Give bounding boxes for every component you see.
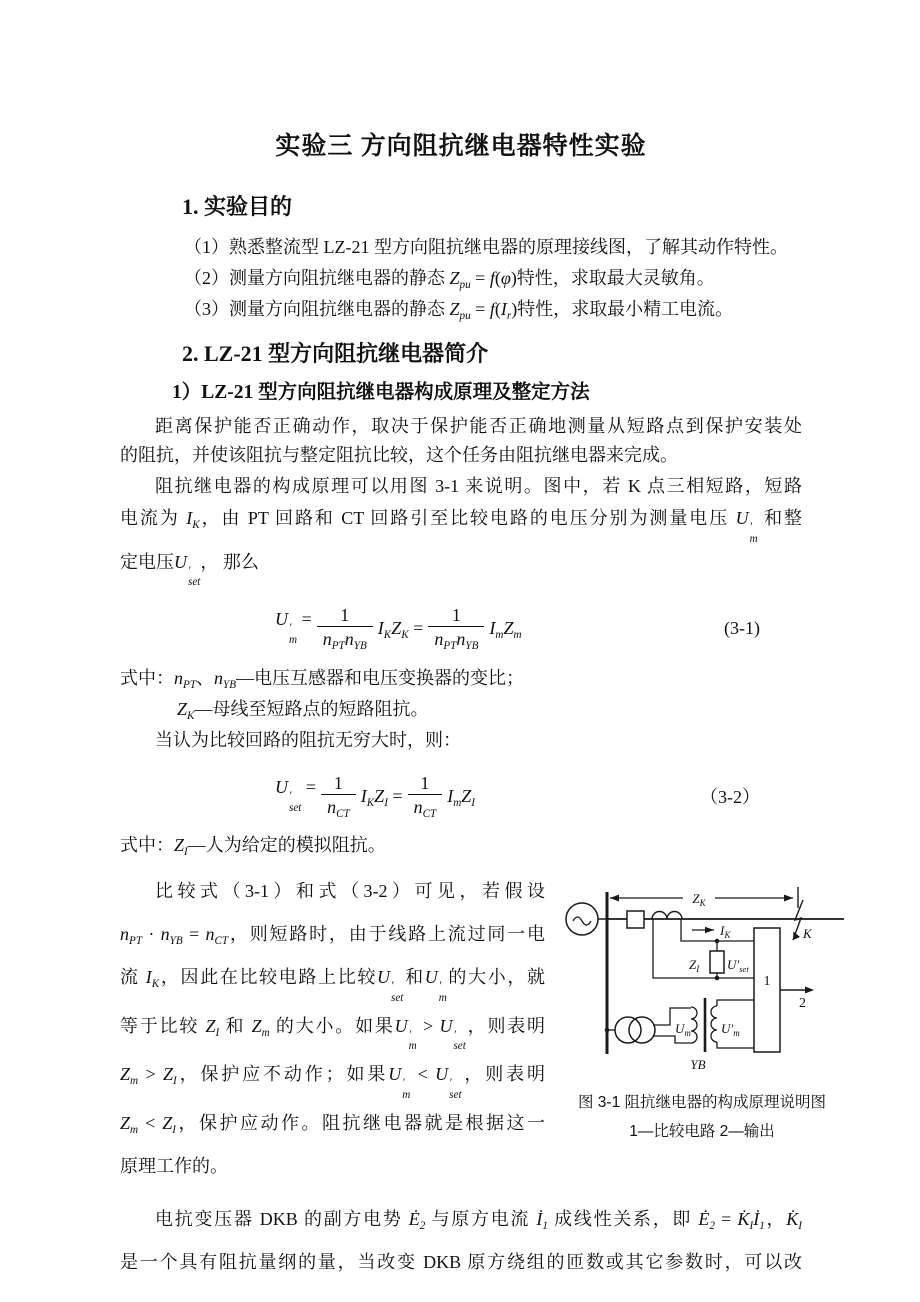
equation-mid: $I_KZ_I$ = bbox=[360, 785, 403, 809]
equation-mid: $I_KZ_K$ = bbox=[377, 617, 424, 641]
arrowhead-fault bbox=[793, 932, 800, 941]
paragraph-line: 是一个具有阻抗量纲的量，当改变 DKB 原方绕组的匝数或其它参数时，可以改 bbox=[120, 1251, 802, 1272]
label-box-1: 1 bbox=[763, 974, 771, 990]
impedance-relay-diagram bbox=[557, 876, 847, 1076]
breaker-icon bbox=[627, 911, 644, 928]
equation-number: （3-2） bbox=[700, 787, 760, 808]
paragraph-line: 的阻抗，并使该阻抗与整定阻抗比较，这个任务由阻抗继电器来完成。 bbox=[120, 445, 678, 465]
figure-caption bbox=[557, 1088, 847, 1146]
fraction-numerator: 1 bbox=[340, 605, 350, 626]
label-ik: $I_K$ bbox=[720, 923, 731, 941]
fraction-denominator: $n_{PT}n_{YB}$ bbox=[317, 626, 373, 651]
equation-number: (3-1) bbox=[724, 617, 760, 638]
paragraph-line: 流 $I_K$，因此在比较电路上比较U ′ set 和U ′ m 的大小，就 bbox=[120, 967, 546, 1004]
where-line: 当认为比较回路的阻抗无穷大时，则： bbox=[155, 730, 461, 751]
equation-tail: $I_mZ_m$ bbox=[489, 617, 522, 641]
junction-dot bbox=[715, 976, 720, 981]
fraction bbox=[321, 773, 356, 821]
paragraph-line: 比较式（3-1）和式（3-2）可见，若假设 bbox=[155, 881, 545, 902]
paragraph-3 bbox=[120, 1198, 802, 1284]
fraction-denominator: $n_{PT}n_{YB}$ bbox=[428, 626, 484, 651]
objective-item-1: （1）熟悉整流型 LZ-21 型方向阻抗继电器的原理接线图，了解其动作特性。 bbox=[184, 237, 788, 257]
paragraph-line: $n_{PT} \cdot n_{YB} = n_{CT}$，则短路时，由于线路上流过同一电 bbox=[120, 924, 545, 947]
paragraph-line: 电抗变压器 DKB 的副方电势 $Ė_2$ 与原方电流 $İ_1$ 成线性关系，即 $Ė_2$ = $K̇_Iİ_1$，$K̇_I$ bbox=[155, 1208, 803, 1232]
paragraph-line: 距离保护能否正确动作，取决于保护能否正确地测量从短路点到保护安装处 bbox=[155, 416, 802, 436]
paragraph-line: 电流为 $I_K$，由 PT 回路和 CT 回路引至比较电路的电压分别为测量电压 U ′ m 和整 bbox=[120, 508, 803, 545]
where-block-1 bbox=[120, 663, 802, 756]
label-output-2: 2 bbox=[799, 996, 806, 1012]
equation-tail: $I_mZ_I$ bbox=[447, 785, 476, 809]
equation-body bbox=[275, 773, 476, 821]
junction-dot bbox=[715, 939, 720, 944]
label-uset: $U'_{set}$ bbox=[727, 957, 749, 975]
paragraph-2 bbox=[120, 470, 802, 589]
subsection-heading: 1）LZ-21 型方向阻抗继电器构成原理及整定方法 bbox=[172, 382, 590, 403]
section-heading-1: 1. 实验目的 bbox=[182, 194, 293, 219]
label-k: K bbox=[803, 926, 812, 942]
fraction-denominator: $n_{CT}$ bbox=[321, 794, 356, 819]
where-block-2 bbox=[120, 830, 802, 860]
fraction-numerator: 1 bbox=[333, 773, 343, 794]
figure-3-1 bbox=[557, 876, 847, 1146]
label-zk: $Z_K$ bbox=[692, 891, 706, 909]
figure-caption-title: 图 3-1 阻抗继电器的构成原理说明图 bbox=[577, 1094, 827, 1112]
where-line: $Z_K—$母线至短路点的短路阻抗。 bbox=[177, 699, 429, 722]
equation-lhs: U ′ set = bbox=[275, 777, 317, 815]
equation-3-2 bbox=[120, 768, 802, 824]
fraction-numerator: 1 bbox=[451, 605, 461, 626]
junction-dot bbox=[605, 1028, 610, 1033]
transformer-yb bbox=[691, 1007, 697, 1043]
objective-item-3: （3）测量方向阻抗继电器的静态 $Z_{pu} = f(I_r)$特性，求取最小精工电流。 bbox=[184, 299, 734, 322]
wrapped-section bbox=[120, 870, 827, 1188]
figure-caption-legend: 1—比较电路 2—输出 bbox=[629, 1123, 775, 1141]
fraction bbox=[408, 773, 443, 821]
fraction-denominator: $n_{CT}$ bbox=[408, 794, 443, 819]
objective-item-2: （2）测量方向阻抗继电器的静态 $Z_{pu} = f(\varphi)$特性，求取最大灵敏角。 bbox=[184, 268, 715, 291]
fraction-numerator: 1 bbox=[420, 773, 430, 794]
arrowhead-right bbox=[784, 895, 793, 902]
paragraph-line: 阻抗继电器的构成原理可以用图 3-1 来说明。图中，若 K 点三相短路，短路 bbox=[155, 476, 802, 496]
generator-icon bbox=[566, 903, 598, 935]
document-title: 实验三 方向阻抗继电器特性实验 bbox=[275, 133, 647, 160]
paragraph-line: 原理工作的。 bbox=[120, 1155, 228, 1176]
paragraph-line: 等于比较 $Z_I$ 和 $Z_m$ 的大小。如果U ′ m > U ′ set ，则表明 bbox=[120, 1015, 546, 1053]
label-yb: YB bbox=[690, 1057, 706, 1073]
paragraph-line: $Z_m > Z_I$，保护应不动作；如果U ′ m < U ′ set ，则表明 bbox=[120, 1064, 546, 1101]
where-line: 式中：$n_{PT}$、$n_{YB}—$电压互感器和电压变换器的变比； bbox=[120, 668, 525, 691]
comparator-box bbox=[754, 928, 780, 1052]
label-upm: $U'_m$ bbox=[721, 1021, 740, 1039]
label-zi: $Z_I$ bbox=[689, 957, 700, 975]
ct-icon bbox=[652, 912, 682, 920]
paragraph-1 bbox=[120, 412, 802, 470]
section-heading-2: 2. LZ-21 型方向阻抗继电器简介 bbox=[182, 341, 489, 366]
label-um: $U_m$ bbox=[675, 1021, 691, 1039]
objectives-list bbox=[184, 232, 802, 325]
equation-lhs: U ′ m = bbox=[275, 609, 312, 647]
arrowhead-ik bbox=[705, 927, 714, 933]
where-line: 式中：$Z_I—$人为给定的模拟阻抗。 bbox=[120, 835, 386, 858]
pt-icon bbox=[615, 1017, 641, 1043]
resistor-icon bbox=[710, 951, 724, 973]
arrowhead-left bbox=[610, 895, 619, 902]
arrowhead-output bbox=[805, 987, 814, 994]
paragraph-line: $Z_m < Z_I$，保护应动作。阻抗继电器就是根据这一 bbox=[120, 1112, 545, 1136]
paragraph-line: 定电压U ′ set ， 那么 bbox=[120, 551, 259, 589]
fraction bbox=[317, 605, 373, 653]
fraction bbox=[428, 605, 484, 653]
equation-body bbox=[275, 605, 522, 653]
equation-3-1 bbox=[120, 599, 802, 657]
